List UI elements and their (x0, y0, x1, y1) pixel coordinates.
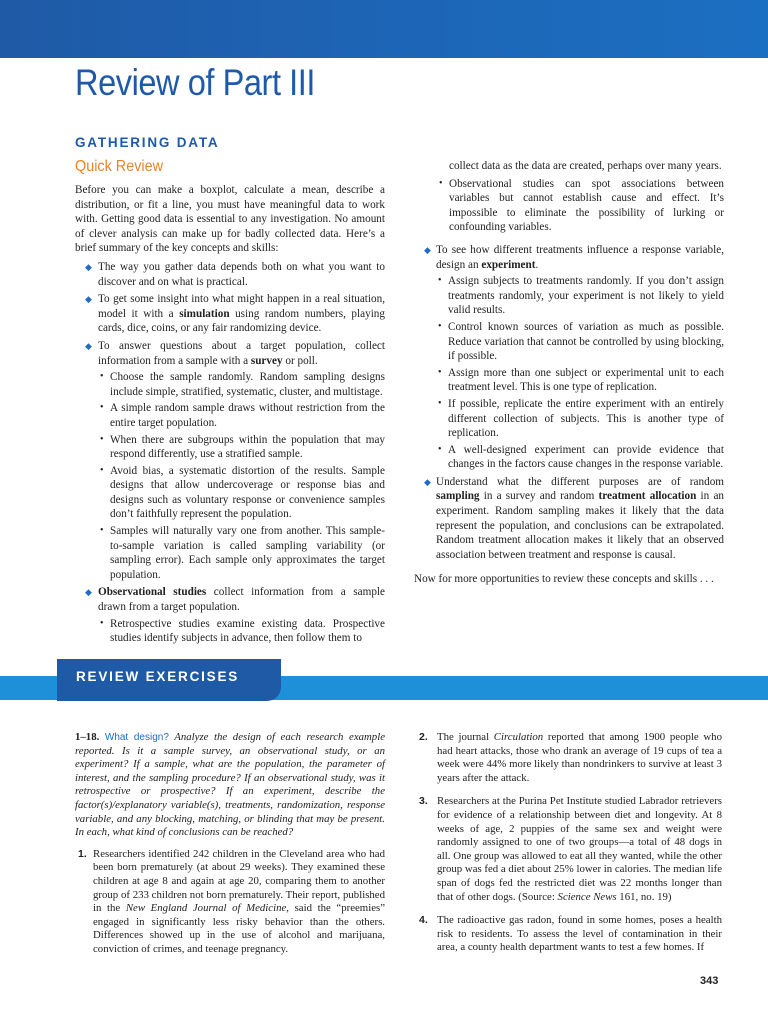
review-exercises-title: REVIEW EXERCISES (76, 669, 240, 684)
dot-bullet-icon: • (100, 617, 104, 629)
header-band (0, 0, 768, 58)
sub-list-item: • Choose the sample randomly. Random sampling designs include simple, stratified, systematic, cluster, and multistage. (100, 371, 385, 398)
dot-bullet-icon: • (100, 464, 104, 476)
key-term: simulation (179, 307, 230, 320)
key-term: sampling (436, 490, 480, 503)
key-term: experiment (481, 258, 536, 271)
list-item: ◆ To answer questions about a target population, collect information from a sample with a survey or poll. • Choose the sample randomly. Random sampling designs include simple, stratified, systematic, cluster, and multistage. • A simple random sample draws without restriction from the entire target population. • When there are subgroups within the population that may respond differently, use a stratified sample. • Avoid bias, a systematic distortion of the results. Sample designs that allow undercoverage or response bias and designs such as voluntary response or convenience samples don’t faithfully represent the population. • Samples will naturally vary one from another. This sample-to-sample variation is called sampling variability (or sampling error). Each sample only approximates the target population. (85, 339, 385, 581)
closing-line: Now for more opportunities to review these concepts and skills . . . (414, 573, 714, 586)
exercise-number: 1. (78, 847, 87, 860)
diamond-bullet-icon: ◆ (85, 340, 92, 351)
list-item: ◆ To get some insight into what might happen in a real situation, model it with a simulation using random numbers, playing cards, dice, coins, or any fair randomizing device. (85, 293, 385, 335)
exercises-intro: 1–18. What design? Analyze the design of each research example reported. Is it a sample survey, an observational study, or an experiment? If a sample, what are the population, the parameter of interest, and the sampling procedure? If an observational study, was it retrospective or prospective? If an experiment, describe the factor(s)/explanatory variable(s), treatments, randomization, response variable, and any blocking, matching, or blinding that may be present. In each, what kind of conclusions can be reached? (75, 731, 386, 839)
continued-text: collect data as the data are created, perhaps over many years. (449, 160, 722, 172)
exercise-item: 2. The journal Circulation reported that among 1900 people who had heart attacks, those who drank an average of 19 cups of tea a week were 44% more likely than nondrinkers to survive at least 3 years after the attack. (419, 731, 722, 784)
sub-list-item: • A well-designed experiment can provide evidence that changes in the factors cause changes in the response variable. (438, 443, 724, 471)
intro-paragraph: Before you can make a boxplot, calculate a mean, describe a distribution, or fit a line, you must have meaningful data to work with. Getting good data is essential to any investigation. No amount of clever analysis can make up for badly collected data. Here’s a brief summary of the key concepts and skills: (75, 184, 385, 255)
exercise-question-label: What design? (104, 732, 169, 743)
exercises-right-column (419, 731, 722, 965)
diamond-bullet-icon: ◆ (424, 244, 431, 255)
exercise-item: 1. Researchers identified 242 children in the Cleveland area who had been born prematurely (at about 29 weeks). They examined these children at age 8 and again at age 20, comparing them to another group of 233 children not born prematurely. Their report, published in the New England Journal of Medicine, said the “preemies” engaged in significantly less risky behavior than the others. Differences showed up in the use of alcohol and marijuana, conviction of crimes, and teenage pregnancy. (78, 847, 385, 955)
sub-list-item: • Control known sources of variation as much as possible. Reduce variation that cannot be controlled by using blocking, if possible. (438, 320, 724, 363)
dot-bullet-icon: • (100, 371, 104, 383)
dot-bullet-icon: • (438, 366, 442, 378)
key-term: Observational studies (98, 586, 207, 599)
sub-list-item: • Avoid bias, a systematic distortion of the results. Sample designs that allow undercoverage or response bias and designs such as voluntary response or convenience samples don’t faithfully represent the population. (100, 464, 385, 521)
list-item: ◆ To see how different treatments influence a response variable, design an experiment. • Assign subjects to treatments randomly. If you don’t assign treatments randomly, your experiment is not likely to yield valid results. • Control known sources of variation as much as possible. Reduce variation that cannot be controlled by using blocking, if possible. • Assign more than one subject or experimental unit to each treatment level. This is one type of replication. • If possible, replicate the entire experiment with an entirely different collection of subjects. This is another type of replication. • A well-designed experiment can provide evidence that changes in the factors cause changes in the response variable. (424, 243, 724, 471)
exercises-left-column (75, 731, 385, 957)
sub-list-item: • Assign subjects to treatments randomly. If you don’t assign treatments randomly, your experiment is not likely to yield valid results. (438, 275, 724, 317)
dot-bullet-icon: • (100, 525, 104, 537)
list-item: ◆ Understand what the different purposes are of random sampling in a survey and random treatment allocation in an experiment. Random sampling makes it likely that the data represent the population, and conclusions can be extrapolated. Random treatment allocation makes it likely that an observed association between treatment and response is causal. (424, 475, 725, 561)
dot-bullet-icon: • (438, 397, 442, 409)
sub-list (98, 617, 385, 646)
key-concepts-list (75, 260, 385, 646)
dot-bullet-icon: • (439, 177, 443, 189)
dot-bullet-icon: • (100, 433, 104, 445)
sub-list-item: • A simple random sample draws without restriction from the entire target population. (100, 402, 385, 429)
sub-list (414, 177, 724, 235)
diamond-bullet-icon: ◆ (424, 476, 431, 487)
exercise-number: 2. (419, 731, 428, 743)
page-number: 343 (700, 975, 719, 987)
key-concepts-list (414, 243, 724, 562)
sub-list (436, 274, 724, 472)
sub-list (98, 370, 385, 582)
sub-list-item: • Retrospective studies examine existing data. Prospective studies identify subjects in advance, then follow them to (100, 617, 385, 645)
sub-list-item: • When there are subgroups within the population that may respond differently, use a stratified sample. (100, 433, 385, 461)
exercise-number: 4. (419, 914, 428, 927)
dot-bullet-icon: • (100, 402, 104, 414)
sub-list-item: • If possible, replicate the entire experiment with an entirely different collection of subjects. This is another type of replication. (438, 397, 724, 440)
list-item: ◆ Observational studies collect information from a sample drawn from a target population. • Retrospective studies examine existing data. Prospective studies identify subjects in advance, then follow them to (85, 586, 385, 645)
dot-bullet-icon: • (438, 275, 442, 287)
left-column (75, 183, 385, 649)
quick-review-heading: Quick Review (75, 158, 164, 175)
sub-list-item: • Observational studies can spot associations between variables but cannot establish cause and effect. It’s impossible to eliminate the possibility of lurking or confounding variables. (439, 177, 724, 234)
list-item: ◆ The way you gather data depends both on what you want to discover and on what is practical. (85, 260, 385, 288)
dot-bullet-icon: • (438, 320, 442, 332)
section-heading: GATHERING DATA (75, 135, 220, 150)
key-term: survey (250, 354, 283, 367)
exercise-number: 3. (419, 795, 428, 808)
sub-list-item: • Assign more than one subject or experimental unit to each treatment level. This is one type of replication. (438, 366, 724, 394)
dot-bullet-icon: • (438, 443, 442, 455)
journal-name: New England Journal of Medicine (125, 902, 287, 915)
sub-list-item: • Samples will naturally vary one from another. This sample-to-sample variation is called sampling variability (or sampling error). Each sample only approximates the target population. (100, 525, 385, 581)
exercise-item: 3. Researchers at the Purina Pet Institute studied Labrador retrievers for evidence of a relationship between diet and longevity. At 8 weeks of age, 2 puppies of the same sex and weight were randomly assigned to one of two groups—a total of 48 dogs in all. One group was allowed to eat all they wanted, while the other group was fed a diet about 25% lower in calories. The median life span of dogs fed the restricted diet was 22 months longer than that of other dogs. (Source: Science News 161, no. 19) (419, 795, 722, 903)
page-title: Review of Part III (75, 62, 315, 103)
key-term: treatment allocation (598, 490, 697, 503)
right-column (414, 159, 724, 587)
diamond-bullet-icon: ◆ (85, 261, 92, 272)
exercise-range: 1–18. (75, 731, 100, 743)
journal-name: Science News (557, 890, 617, 903)
diamond-bullet-icon: ◆ (85, 294, 92, 305)
exercise-item: 4. The radioactive gas radon, found in some homes, poses a health risk to residents. To assess the level of contamination in their area, a county health department wants to test a few homes. If (419, 914, 722, 954)
journal-name: Circulation (493, 731, 544, 743)
diamond-bullet-icon: ◆ (85, 587, 92, 598)
